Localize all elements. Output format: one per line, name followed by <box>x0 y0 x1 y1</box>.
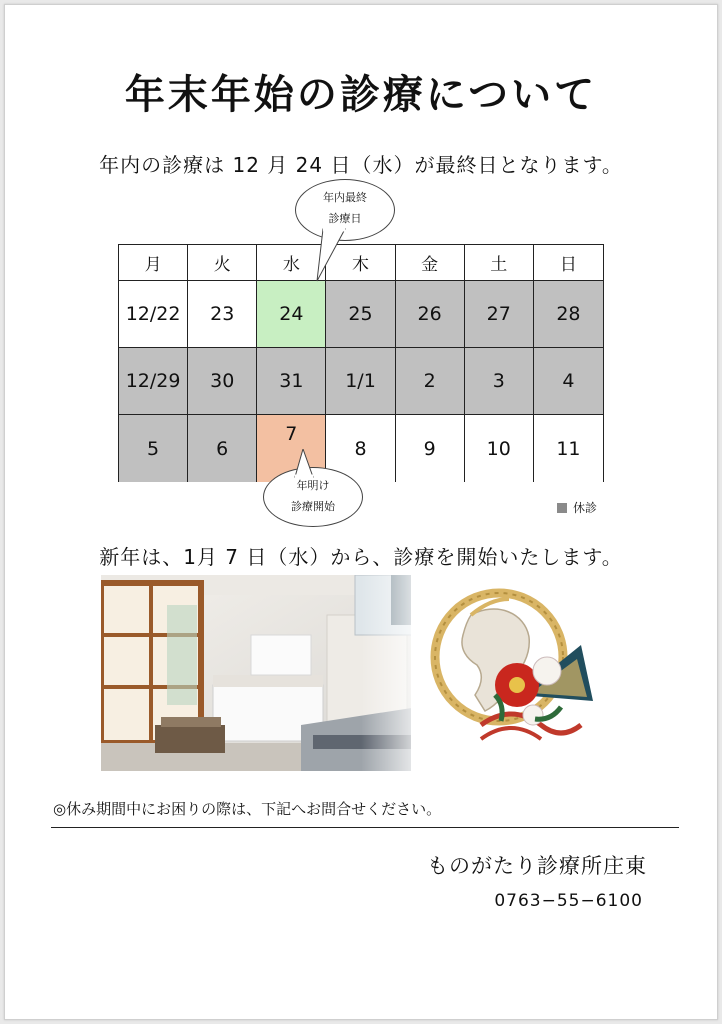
calendar-day: 3 <box>465 348 534 415</box>
calendar-day: 11 <box>534 415 603 482</box>
calendar-day: 23 <box>188 281 257 348</box>
contact-note: ◎休み期間中にお困りの際は、下記へお問合せください。 <box>53 800 442 818</box>
divider <box>51 827 679 828</box>
last-day-notice: 年内の診療は 12 月 24 日（水）が最終日となります。 <box>99 153 623 177</box>
closed-legend-label: 休診 <box>573 501 598 515</box>
calendar-day: 31 <box>257 348 326 415</box>
calendar-week-row-1 <box>119 281 603 348</box>
new-year-ornament <box>411 575 593 771</box>
first-day-callout <box>263 467 363 527</box>
calendar-day: 2 <box>396 348 465 415</box>
calendar-day: 27 <box>465 281 534 348</box>
calendar-day: 12/22 <box>119 281 188 348</box>
notice-page <box>4 4 718 1020</box>
calendar-day: 8 <box>326 415 395 482</box>
calendar-day: 30 <box>188 348 257 415</box>
calendar-day: 26 <box>396 281 465 348</box>
weekday-thu: 木 <box>326 245 395 281</box>
calendar-week-row-2 <box>119 348 603 415</box>
calendar-day: 24 <box>257 281 326 348</box>
horse-ornament-icon <box>411 575 593 771</box>
weekday-mon: 月 <box>119 245 188 281</box>
weekday-tue: 火 <box>188 245 257 281</box>
clinic-name: ものがたり診療所庄東 <box>427 854 647 878</box>
closed-swatch <box>557 503 567 513</box>
calendar-day: 28 <box>534 281 603 348</box>
first-day-callout-line1: 年明け <box>296 479 330 492</box>
weekday-sat: 土 <box>465 245 534 281</box>
first-day-callout-line2: 診療開始 <box>291 500 335 513</box>
clinic-photo-collage <box>101 575 593 771</box>
weekday-sun: 日 <box>534 245 603 281</box>
calendar-legend <box>557 499 597 516</box>
calendar-day: 25 <box>326 281 395 348</box>
calendar-day: 12/29 <box>119 348 188 415</box>
weekday-fri: 金 <box>396 245 465 281</box>
calendar-day: 9 <box>396 415 465 482</box>
clinic-phone: 0763−55−6100 <box>494 891 643 911</box>
weekday-wed: 水 <box>257 245 326 281</box>
calendar-day: 1/1 <box>326 348 395 415</box>
last-day-callout-line2: 診療日 <box>328 212 362 225</box>
last-day-callout-line1: 年内最終 <box>323 191 367 204</box>
calendar-day: 5 <box>119 415 188 482</box>
first-day-notice: 新年は、1月 7 日（水）から、診療を開始いたします。 <box>99 545 623 569</box>
calendar-day: 10 <box>465 415 534 482</box>
last-day-callout <box>295 179 395 241</box>
page-title: 年末年始の診療について <box>124 72 598 118</box>
calendar-day: 7 <box>257 415 326 482</box>
calendar-day: 4 <box>534 348 603 415</box>
calendar-day: 6 <box>188 415 257 482</box>
